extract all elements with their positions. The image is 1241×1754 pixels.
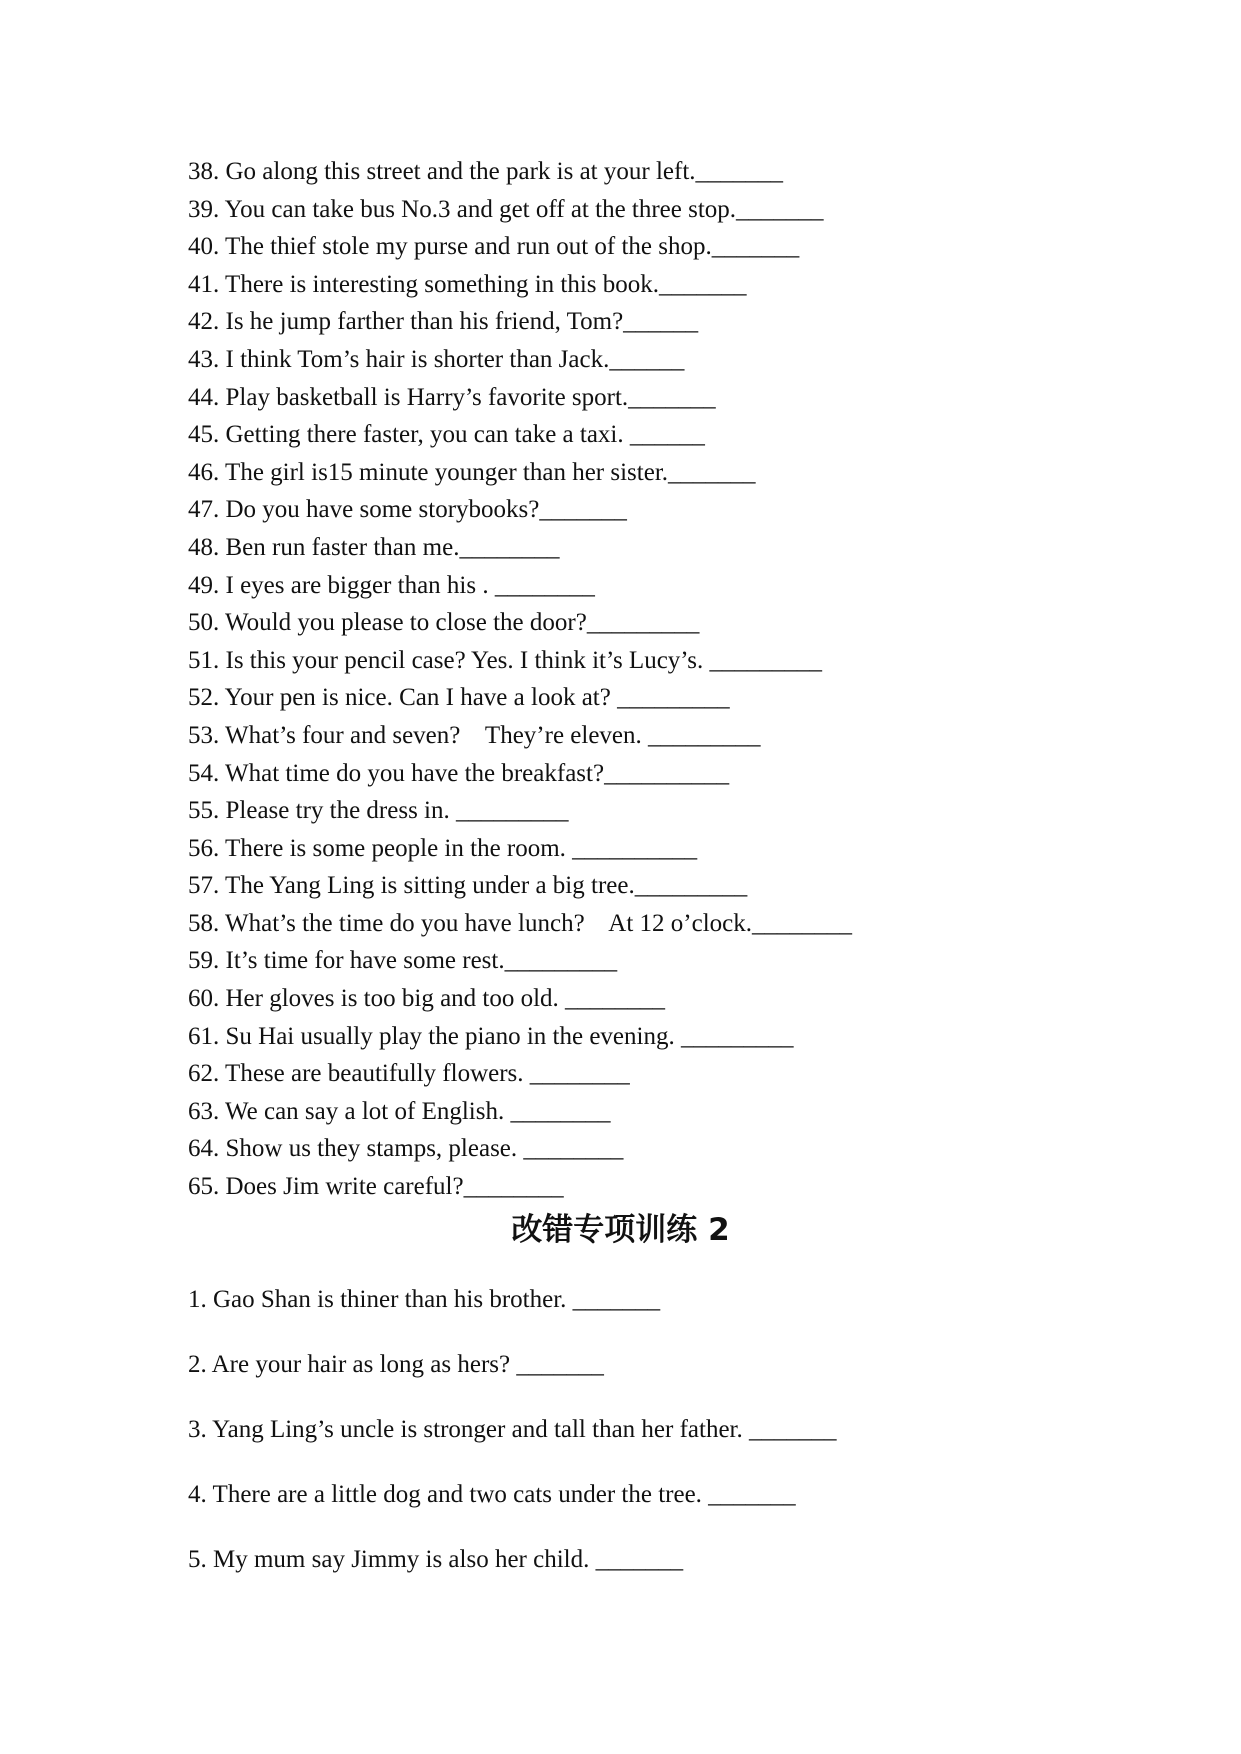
exercise-item-1: 1. Gao Shan is thiner than his brother. _______: [188, 1286, 661, 1313]
exercise-list-part-1: [188, 153, 1188, 1206]
exercise-item-47: 47. Do you have some storybooks?_______: [188, 496, 627, 524]
exercise-item-54: 54. What time do you have the breakfast?__________: [188, 759, 730, 787]
exercise-item-42: 42. Is he jump farther than his friend, Tom?______: [188, 308, 699, 336]
exercise-list-part-2: [188, 1280, 1188, 1605]
exercise-item-2: 2. Are your hair as long as hers? _______: [188, 1351, 604, 1378]
exercise-item-63: 63. We can say a lot of English. ________: [188, 1097, 611, 1125]
exercise-item-39: 39. You can take bus No.3 and get off at the three stop._______: [188, 195, 824, 223]
exercise-item-41: 41. There is interesting something in this book._______: [188, 270, 747, 298]
exercise-item-43: 43. I think Tom’s hair is shorter than Jack.______: [188, 345, 685, 373]
exercise-item-58: 58. What’s the time do you have lunch? At 12 o’clock.________: [188, 909, 853, 937]
exercise-item-53: 53. What’s four and seven? They’re eleven. _________: [188, 721, 761, 749]
exercise-item-49: 49. I eyes are bigger than his . ________: [188, 571, 595, 599]
section-title: 改错专项训练 2: [511, 1212, 730, 1248]
exercise-item-52: 52. Your pen is nice. Can I have a look at? _________: [188, 684, 730, 712]
exercise-item-4: 4. There are a little dog and two cats under the tree. _______: [188, 1481, 796, 1508]
exercise-item-59: 59. It’s time for have some rest._________: [188, 947, 618, 975]
exercise-item-48: 48. Ben run faster than me.________: [188, 533, 560, 561]
exercise-item-57: 57. The Yang Ling is sitting under a big tree._________: [188, 872, 748, 900]
exercise-item-46: 46. The girl is15 minute younger than her sister._______: [188, 458, 756, 486]
exercise-item-62: 62. These are beautifully flowers. ________: [188, 1060, 630, 1088]
exercise-item-51: 51. Is this your pencil case? Yes. I think it’s Lucy’s. _________: [188, 646, 822, 674]
exercise-item-61: 61. Su Hai usually play the piano in the evening. _________: [188, 1022, 794, 1050]
exercise-item-38: 38. Go along this street and the park is at your left._______: [188, 158, 784, 185]
exercise-item-65: 65. Does Jim write careful?________: [188, 1173, 564, 1201]
exercise-item-50: 50. Would you please to close the door?_________: [188, 609, 700, 637]
exercise-item-3: 3. Yang Ling’s uncle is stronger and tall than her father. _______: [188, 1416, 837, 1443]
exercise-item-40: 40. The thief stole my purse and run out of the shop._______: [188, 233, 800, 261]
exercise-item-45: 45. Getting there faster, you can take a taxi. ______: [188, 421, 705, 449]
exercise-item-64: 64. Show us they stamps, please. ________: [188, 1135, 624, 1163]
exercise-item-56: 56. There is some people in the room. __________: [188, 834, 698, 862]
exercise-item-44: 44. Play basketball is Harry’s favorite sport._______: [188, 383, 716, 411]
exercise-item-55: 55. Please try the dress in. _________: [188, 797, 569, 825]
exercise-item-5: 5. My mum say Jimmy is also her child. _______: [188, 1546, 684, 1573]
exercise-item-60: 60. Her gloves is too big and too old. ________: [188, 985, 666, 1013]
